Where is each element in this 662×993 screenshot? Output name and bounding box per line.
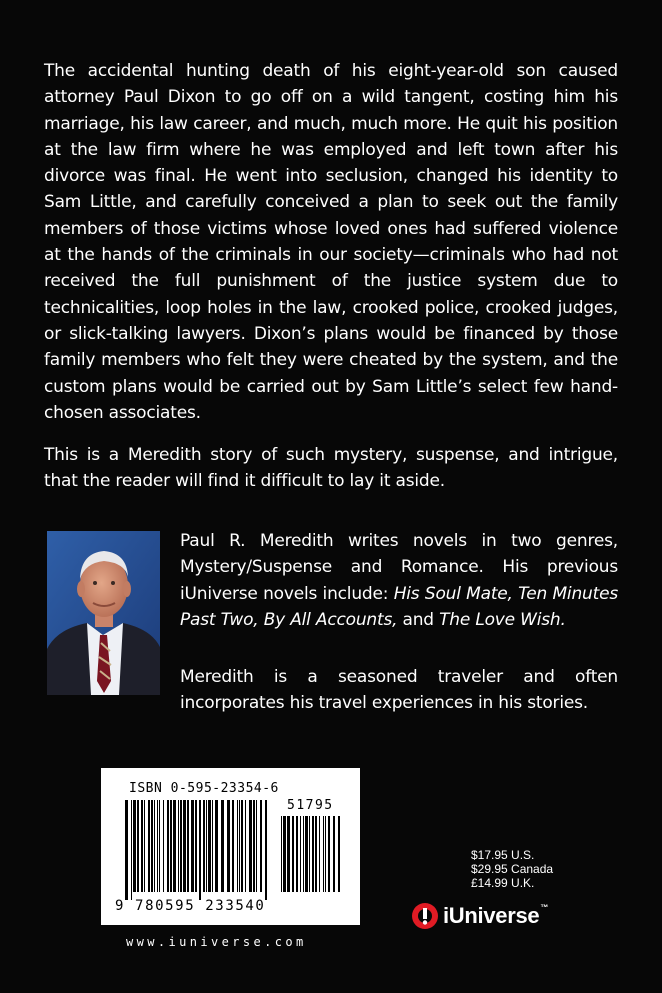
barcode-bar: [253, 800, 255, 892]
barcode-bar: [283, 816, 286, 892]
barcode-bar: [157, 800, 158, 892]
barcode-bar: [221, 800, 224, 892]
barcode-bar: [206, 800, 207, 892]
price-us: $17.95 U.S.: [471, 848, 535, 862]
barcode-bar: [125, 800, 128, 900]
barcode-bar: [167, 800, 169, 892]
barcode-bar: [328, 816, 330, 892]
barcode-bar: [144, 800, 145, 892]
iuniverse-logo-icon: [411, 902, 439, 930]
addon-barcode: [281, 816, 341, 900]
book-titles: His Soul Mate, Ten Minutes Past Two, By All Accounts,: [180, 583, 618, 630]
barcode-bar: [137, 800, 139, 892]
iuniverse-logo: [411, 898, 548, 934]
barcode-bar: [323, 816, 324, 892]
barcode-bar: [131, 800, 132, 900]
barcode-panel: [101, 768, 360, 925]
author-bio-1: Paul R. Meredith writes novels in two genres, Mystery/Suspense and Romance. His previous iUniverse novels include: His Soul Mate, Ten Minutes Past Two, By All Accounts, and The Love Wish.: [180, 531, 618, 630]
blurb-paragraph-2: This is a Meredith story of such mystery, suspense, and intrigue, that the reader will find it difficult to lay it aside.: [44, 445, 618, 492]
barcode-bar: [281, 816, 282, 892]
barcode-bar: [315, 816, 317, 892]
barcode-bar: [187, 800, 189, 892]
barcode-bar: [195, 800, 197, 892]
barcode-bar: [249, 800, 252, 892]
barcode-bar: [312, 816, 314, 892]
barcode-bar: [241, 800, 243, 892]
barcode-bar: [338, 816, 340, 892]
author-bio-2: Meredith is a seasoned traveler and often incorporates his travel experiences in his stories.: [180, 667, 618, 714]
barcode-bar: [305, 816, 308, 892]
barcode-bar: [325, 816, 326, 892]
price-canada: $29.95 Canada: [471, 862, 554, 876]
barcode-bar: [237, 800, 238, 892]
price-list: [471, 848, 553, 890]
ean-barcode: [125, 800, 271, 900]
barcode-bar: [159, 800, 160, 892]
barcode-bar: [183, 800, 186, 892]
barcode-bar: [180, 800, 182, 892]
price-uk: £14.99 U.K.: [471, 876, 535, 890]
barcode-bar: [154, 800, 155, 892]
barcode-bar: [170, 800, 172, 892]
barcode-bar: [265, 800, 267, 900]
barcode-bar: [148, 800, 150, 892]
trademark: ™: [540, 903, 549, 912]
book-title-love-wish: The Love Wish.: [439, 609, 566, 630]
barcode-bar: [300, 816, 301, 892]
barcode-bar: [333, 816, 335, 892]
barcode-bar: [287, 816, 290, 892]
barcode-bar: [141, 800, 143, 892]
barcode-bar: [163, 800, 164, 892]
price-code-text: 51795: [287, 798, 334, 813]
barcode-bar: [303, 816, 304, 892]
barcode-bar: [239, 800, 240, 892]
barcode-bar: [292, 816, 294, 892]
barcode-bar: [178, 800, 179, 892]
barcode-bar: [212, 800, 213, 892]
barcode-bar: [208, 800, 211, 892]
barcode-bar: [256, 800, 257, 892]
publisher-name: iUniverse: [443, 903, 540, 928]
barcode-bar: [133, 800, 136, 892]
barcode-bar: [203, 800, 205, 892]
blurb-paragraph-1: The accidental hunting death of his eight-year-old son caused attorney Paul Dixon to go off on a wild tangent, costing him his marriage, his law career, and much, much more. He quit his position at the law firm where he was employed and left town after his divorce was final. He went into seclusion, changed his identity to Sam Little, and carefully conceived a plan to seek out the family members of those victims whose loved ones had suffered violence at the hands of the criminals in our society—criminals who had not received the full punishment of the justice system due to technicalities, loop holes in the law, crooked police, crooked judges, or slick-talking lawyers. Dixon’s plans would be financed by those family members who felt they were cheated by the system, and the custom plans would be carried out by Sam Little’s select few hand-chosen associates.: [44, 61, 618, 423]
barcode-bar: [309, 816, 310, 892]
barcode-bar: [296, 816, 298, 892]
barcode-bar: [245, 800, 246, 892]
barcode-bar: [227, 800, 230, 892]
barcode-bar: [199, 800, 201, 900]
barcode-bar: [191, 800, 194, 892]
ean-digits: 9 780595 233540: [115, 898, 266, 914]
barcode-bar: [151, 800, 153, 892]
barcode-bar: [173, 800, 176, 892]
barcode-bar: [260, 800, 262, 892]
website-url: www.iuniverse.com: [126, 935, 307, 949]
barcode-bar: [319, 816, 320, 892]
isbn-text: ISBN 0-595-23354-6: [129, 781, 279, 796]
author-photo: [47, 531, 160, 695]
barcode-bar: [215, 800, 218, 892]
barcode-bar: [232, 800, 234, 892]
